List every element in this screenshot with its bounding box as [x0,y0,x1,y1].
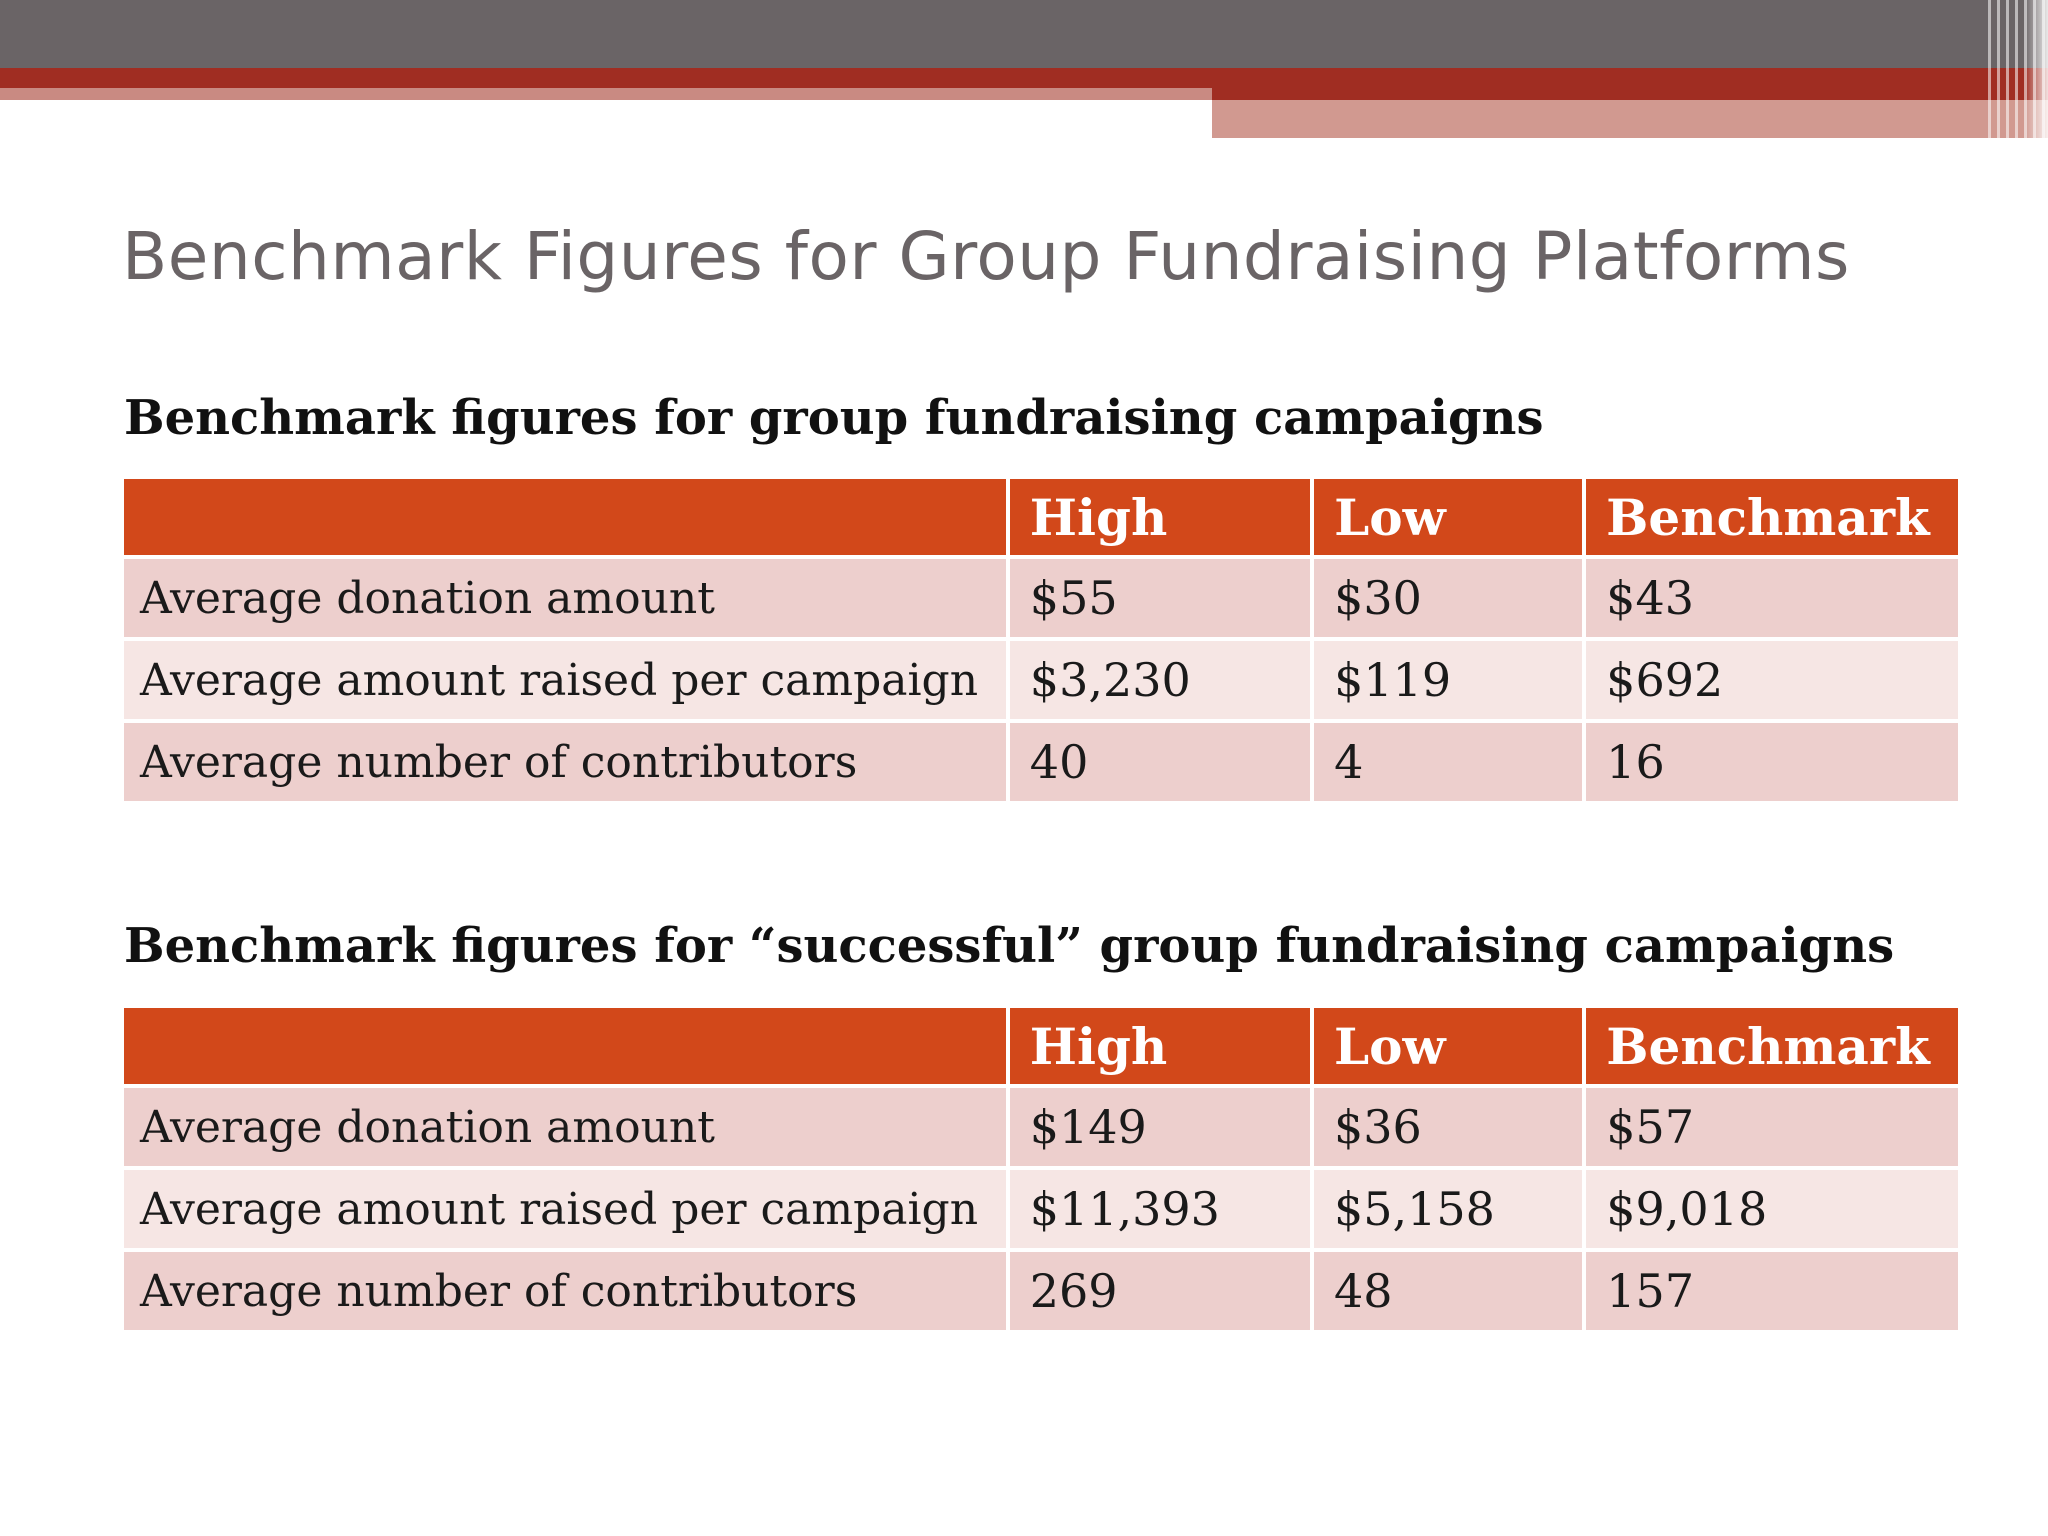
cell-high: $149 [1010,1088,1310,1166]
cell-high: $55 [1010,559,1310,637]
row-label: Average number of contributors [124,723,1006,801]
column-header-empty [124,479,1006,555]
cell-low: 48 [1314,1252,1582,1330]
column-header-low: Low [1314,479,1582,555]
cell-benchmark: $692 [1586,641,1958,719]
table-row [124,559,1958,637]
header-band-pink [1212,100,2048,138]
benchmark-table-group-campaigns [120,475,1962,805]
row-label: Average donation amount [124,1088,1006,1166]
header-stripes-fade [2024,0,2048,138]
column-header-benchmark: Benchmark [1586,479,1958,555]
cell-benchmark: $43 [1586,559,1958,637]
cell-high: 269 [1010,1252,1310,1330]
table-row [124,723,1958,801]
row-label: Average amount raised per campaign [124,1170,1006,1248]
cell-low: 4 [1314,723,1582,801]
section-heading-successful-campaigns: Benchmark figures for “successful” group fundraising campaigns [124,918,1895,974]
column-header-low: Low [1314,1008,1582,1084]
cell-low: $30 [1314,559,1582,637]
cell-low: $36 [1314,1088,1582,1166]
cell-high: 40 [1010,723,1310,801]
column-header-high: High [1010,479,1310,555]
cell-benchmark: 157 [1586,1252,1958,1330]
header-band-gray [0,0,2048,68]
header-band-strip [0,88,1212,100]
benchmark-table-successful-campaigns [120,1004,1962,1334]
cell-high: $3,230 [1010,641,1310,719]
table-row [124,1252,1958,1330]
column-header-benchmark: Benchmark [1586,1008,1958,1084]
table-row [124,1088,1958,1166]
column-header-empty [124,1008,1006,1084]
table-row [124,641,1958,719]
cell-high: $11,393 [1010,1170,1310,1248]
row-label: Average donation amount [124,559,1006,637]
cell-low: $5,158 [1314,1170,1582,1248]
row-label: Average amount raised per campaign [124,641,1006,719]
cell-benchmark: 16 [1586,723,1958,801]
slide-title: Benchmark Figures for Group Fundraising Platforms [122,218,1850,295]
row-label: Average number of contributors [124,1252,1006,1330]
cell-benchmark: $57 [1586,1088,1958,1166]
table-row [124,1170,1958,1248]
column-header-high: High [1010,1008,1310,1084]
table-header-row [124,1008,1958,1084]
cell-benchmark: $9,018 [1586,1170,1958,1248]
cell-low: $119 [1314,641,1582,719]
table-header-row [124,479,1958,555]
section-heading-group-campaigns: Benchmark figures for group fundraising campaigns [124,390,1544,446]
